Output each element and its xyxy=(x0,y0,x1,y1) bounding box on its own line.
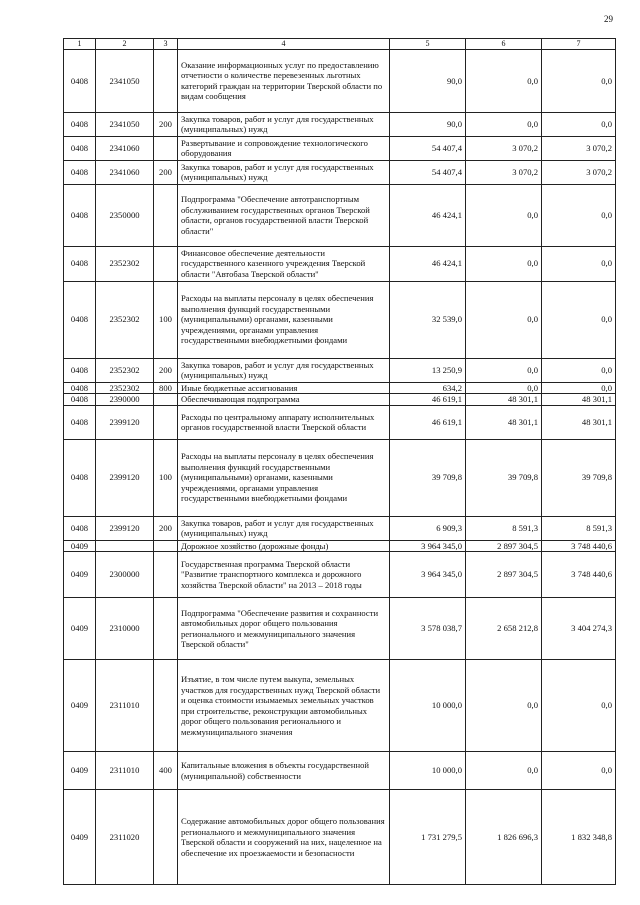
col-amount-year3: 3 748 440,6 xyxy=(542,540,616,551)
page-number: 29 xyxy=(604,14,613,24)
col-amount-year3: 0,0 xyxy=(542,382,616,393)
col-description: Содержание автомобильных дорог общего пользования регионального и межмуниципального значения Тверской области и сооружений на них, нацеленное на обеспечение их проезжаемости и безопасности xyxy=(178,790,390,885)
col-section: 0408 xyxy=(64,184,96,246)
col-target-article: 2341060 xyxy=(96,160,154,184)
table-row xyxy=(64,516,616,540)
col-section: 0408 xyxy=(64,49,96,112)
col-description: Государственная программа Тверской области "Развитие транспортного комплекса и дорожного хозяйства Тверской области" на 2013 – 2018 годы xyxy=(178,552,390,598)
col-amount-year2: 1 826 696,3 xyxy=(466,790,542,885)
col-expense-type xyxy=(154,49,178,112)
col-amount-year2: 39 709,8 xyxy=(466,439,542,516)
header-cell: 7 xyxy=(542,39,616,50)
table-row xyxy=(64,112,616,136)
col-amount-year2: 0,0 xyxy=(466,382,542,393)
col-expense-type xyxy=(154,394,178,405)
table-row xyxy=(64,405,616,439)
table-row xyxy=(64,660,616,752)
col-target-article: 2311010 xyxy=(96,752,154,790)
col-amount-year3: 0,0 xyxy=(542,281,616,358)
col-section: 0408 xyxy=(64,246,96,281)
col-description: Закупка товаров, работ и услуг для государственных (муниципальных) нужд xyxy=(178,516,390,540)
col-target-article: 2399120 xyxy=(96,405,154,439)
col-expense-type xyxy=(154,246,178,281)
col-description: Оказание информационных услуг по предоставлению отчетности о количестве перевезенных льготных категорий граждан на территории Тверской области по видам сообщения xyxy=(178,49,390,112)
col-target-article: 2350000 xyxy=(96,184,154,246)
col-amount-year3: 8 591,3 xyxy=(542,516,616,540)
col-amount-year1: 3 964 345,0 xyxy=(390,552,466,598)
col-amount-year2: 2 897 304,5 xyxy=(466,540,542,551)
col-target-article: 2311020 xyxy=(96,790,154,885)
table-row xyxy=(64,394,616,405)
col-description: Дорожное хозяйство (дорожные фонды) xyxy=(178,540,390,551)
col-description: Иные бюджетные ассигнования xyxy=(178,382,390,393)
col-description: Обеспечивающая подпрограмма xyxy=(178,394,390,405)
col-amount-year1: 46 619,1 xyxy=(390,394,466,405)
col-expense-type: 400 xyxy=(154,752,178,790)
col-target-article: 2310000 xyxy=(96,598,154,660)
col-target-article: 2352302 xyxy=(96,246,154,281)
col-description: Закупка товаров, работ и услуг для государственных (муниципальных) нужд xyxy=(178,358,390,382)
table-row xyxy=(64,439,616,516)
col-amount-year1: 10 000,0 xyxy=(390,660,466,752)
table-row xyxy=(64,790,616,885)
col-section: 0408 xyxy=(64,136,96,160)
col-amount-year1: 13 250,9 xyxy=(390,358,466,382)
col-amount-year3: 0,0 xyxy=(542,660,616,752)
col-target-article: 2300000 xyxy=(96,552,154,598)
col-amount-year3: 3 070,2 xyxy=(542,136,616,160)
col-amount-year1: 3 578 038,7 xyxy=(390,598,466,660)
col-amount-year1: 634,2 xyxy=(390,382,466,393)
col-expense-type xyxy=(154,405,178,439)
col-amount-year2: 48 301,1 xyxy=(466,394,542,405)
col-target-article: 2352302 xyxy=(96,358,154,382)
col-section: 0409 xyxy=(64,540,96,551)
col-description: Развертывание и сопровождение технологического оборудования xyxy=(178,136,390,160)
col-amount-year2: 0,0 xyxy=(466,752,542,790)
col-target-article: 2390000 xyxy=(96,394,154,405)
col-amount-year1: 39 709,8 xyxy=(390,439,466,516)
table-row xyxy=(64,598,616,660)
col-amount-year3: 0,0 xyxy=(542,358,616,382)
col-section: 0408 xyxy=(64,439,96,516)
col-amount-year2: 2 658 212,8 xyxy=(466,598,542,660)
header-cell: 5 xyxy=(390,39,466,50)
col-amount-year3: 3 070,2 xyxy=(542,160,616,184)
col-amount-year1: 54 407,4 xyxy=(390,136,466,160)
header-cell: 6 xyxy=(466,39,542,50)
col-amount-year1: 1 731 279,5 xyxy=(390,790,466,885)
table-row xyxy=(64,752,616,790)
col-description: Изъятие, в том числе путем выкупа, земельных участков для государственных нужд Тверской области и оценка стоимости изымаемых земельных участков при строительстве, реконструкции автомобильных дорог общего пользования регионального и межмуниципального значения xyxy=(178,660,390,752)
header-cell: 1 xyxy=(64,39,96,50)
col-amount-year2: 0,0 xyxy=(466,246,542,281)
col-expense-type: 200 xyxy=(154,112,178,136)
col-section: 0408 xyxy=(64,358,96,382)
col-expense-type xyxy=(154,136,178,160)
col-expense-type: 800 xyxy=(154,382,178,393)
col-amount-year1: 90,0 xyxy=(390,112,466,136)
col-amount-year2: 0,0 xyxy=(466,660,542,752)
col-amount-year2: 8 591,3 xyxy=(466,516,542,540)
col-expense-type: 200 xyxy=(154,358,178,382)
header-cell: 2 xyxy=(96,39,154,50)
col-expense-type xyxy=(154,552,178,598)
col-amount-year2: 0,0 xyxy=(466,281,542,358)
col-section: 0409 xyxy=(64,660,96,752)
col-target-article xyxy=(96,540,154,551)
col-amount-year2: 3 070,2 xyxy=(466,160,542,184)
col-amount-year2: 0,0 xyxy=(466,112,542,136)
col-section: 0408 xyxy=(64,405,96,439)
col-amount-year3: 0,0 xyxy=(542,49,616,112)
col-amount-year1: 6 909,3 xyxy=(390,516,466,540)
col-amount-year1: 3 964 345,0 xyxy=(390,540,466,551)
col-expense-type xyxy=(154,540,178,551)
col-target-article: 2341050 xyxy=(96,49,154,112)
col-amount-year3: 3 404 274,3 xyxy=(542,598,616,660)
table-row xyxy=(64,184,616,246)
col-section: 0408 xyxy=(64,281,96,358)
col-section: 0409 xyxy=(64,752,96,790)
col-description: Расходы на выплаты персоналу в целях обеспечения выполнения функций государственными (муниципальными) органами, казенными учреждениями, органами управления государственными внебюджетными фондами xyxy=(178,439,390,516)
col-target-article: 2352302 xyxy=(96,281,154,358)
col-description: Расходы на выплаты персоналу в целях обеспечения выполнения функций государственными (муниципальными) органами, казенными учреждениями, органами управления государственными внебюджетными фондами xyxy=(178,281,390,358)
col-amount-year2: 0,0 xyxy=(466,49,542,112)
col-description: Подпрограмма "Обеспечение автотранспортным обслуживанием государственных органов Тверской области, органов государственной власти Тверской области" xyxy=(178,184,390,246)
table-row xyxy=(64,382,616,393)
col-description: Закупка товаров, работ и услуг для государственных (муниципальных) нужд xyxy=(178,160,390,184)
col-expense-type xyxy=(154,660,178,752)
col-description: Закупка товаров, работ и услуг для государственных (муниципальных) нужд xyxy=(178,112,390,136)
col-description: Расходы по центральному аппарату исполнительных органов государственной власти Тверской области xyxy=(178,405,390,439)
col-amount-year3: 0,0 xyxy=(542,246,616,281)
col-section: 0409 xyxy=(64,598,96,660)
col-amount-year3: 0,0 xyxy=(542,752,616,790)
col-description: Финансовое обеспечение деятельности государственного казенного учреждения Тверской области "Автобаза Тверской области" xyxy=(178,246,390,281)
col-amount-year2: 48 301,1 xyxy=(466,405,542,439)
col-amount-year1: 10 000,0 xyxy=(390,752,466,790)
col-section: 0409 xyxy=(64,552,96,598)
table-row xyxy=(64,136,616,160)
col-amount-year1: 90,0 xyxy=(390,49,466,112)
col-expense-type: 100 xyxy=(154,439,178,516)
col-amount-year1: 46 424,1 xyxy=(390,246,466,281)
table-row xyxy=(64,246,616,281)
col-section: 0408 xyxy=(64,160,96,184)
header-row xyxy=(64,39,616,50)
col-description: Подпрограмма "Обеспечение развития и сохранности автомобильных дорог общего пользования регионального и межмуниципального значения Тверской области" xyxy=(178,598,390,660)
table-row xyxy=(64,49,616,112)
col-expense-type xyxy=(154,598,178,660)
table-row xyxy=(64,540,616,551)
col-amount-year2: 0,0 xyxy=(466,184,542,246)
table-row xyxy=(64,281,616,358)
col-amount-year3: 1 832 348,8 xyxy=(542,790,616,885)
col-amount-year2: 2 897 304,5 xyxy=(466,552,542,598)
col-description: Капитальные вложения в объекты государственной (муниципальной) собственности xyxy=(178,752,390,790)
header-cell: 4 xyxy=(178,39,390,50)
col-amount-year3: 48 301,1 xyxy=(542,394,616,405)
col-amount-year3: 3 748 440,6 xyxy=(542,552,616,598)
col-amount-year1: 46 619,1 xyxy=(390,405,466,439)
col-expense-type xyxy=(154,184,178,246)
col-section: 0408 xyxy=(64,382,96,393)
col-amount-year2: 0,0 xyxy=(466,358,542,382)
col-section: 0409 xyxy=(64,790,96,885)
col-amount-year3: 39 709,8 xyxy=(542,439,616,516)
col-section: 0408 xyxy=(64,112,96,136)
col-target-article: 2341060 xyxy=(96,136,154,160)
col-amount-year3: 0,0 xyxy=(542,184,616,246)
col-section: 0408 xyxy=(64,516,96,540)
col-amount-year1: 54 407,4 xyxy=(390,160,466,184)
col-target-article: 2399120 xyxy=(96,516,154,540)
header-cell: 3 xyxy=(154,39,178,50)
budget-table xyxy=(63,38,616,885)
table-row xyxy=(64,552,616,598)
col-target-article: 2311010 xyxy=(96,660,154,752)
col-expense-type: 100 xyxy=(154,281,178,358)
table-row xyxy=(64,358,616,382)
col-section: 0408 xyxy=(64,394,96,405)
table-row xyxy=(64,160,616,184)
col-amount-year1: 32 539,0 xyxy=(390,281,466,358)
col-target-article: 2399120 xyxy=(96,439,154,516)
col-target-article: 2352302 xyxy=(96,382,154,393)
col-target-article: 2341050 xyxy=(96,112,154,136)
col-amount-year2: 3 070,2 xyxy=(466,136,542,160)
col-amount-year3: 48 301,1 xyxy=(542,405,616,439)
col-amount-year1: 46 424,1 xyxy=(390,184,466,246)
col-amount-year3: 0,0 xyxy=(542,112,616,136)
col-expense-type xyxy=(154,790,178,885)
col-expense-type: 200 xyxy=(154,160,178,184)
col-expense-type: 200 xyxy=(154,516,178,540)
